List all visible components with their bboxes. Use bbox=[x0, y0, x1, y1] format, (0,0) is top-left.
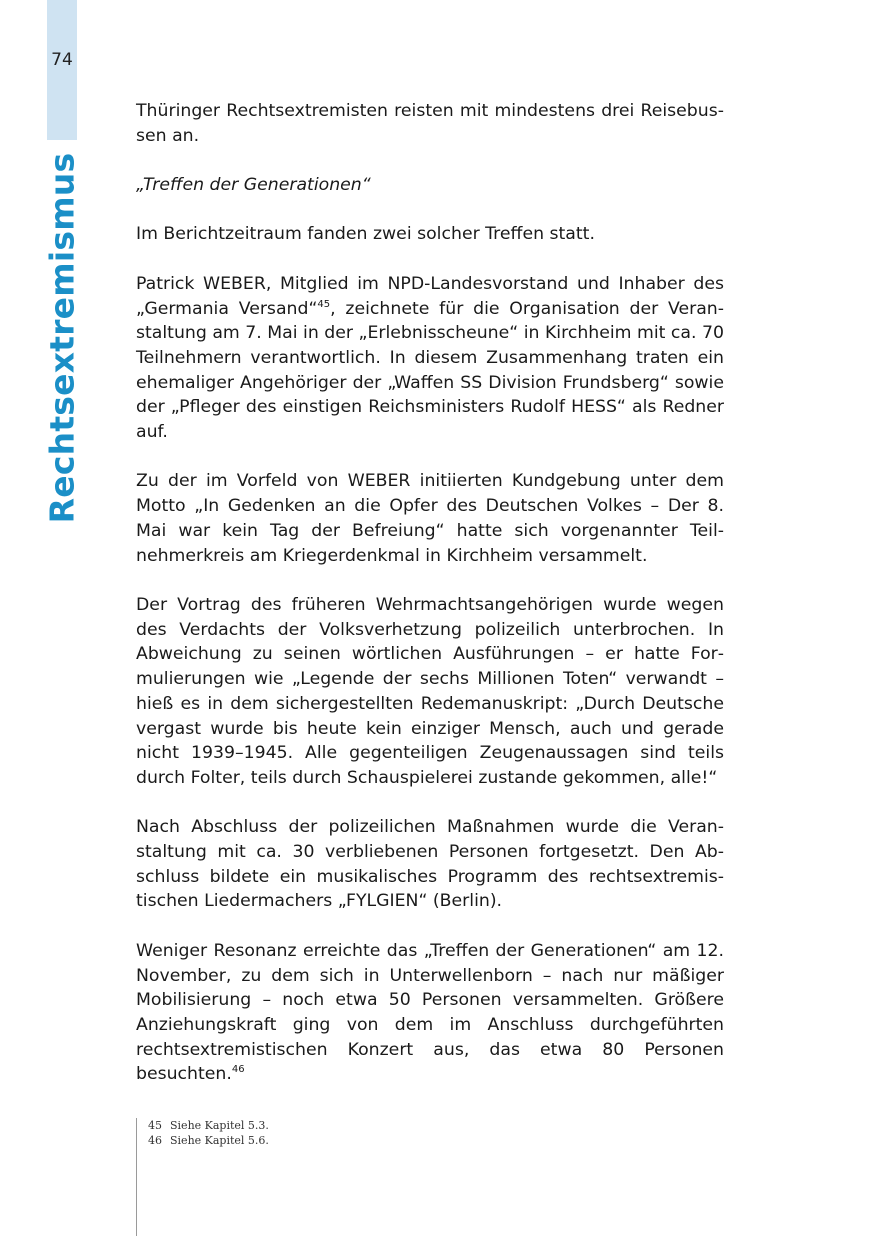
footnote-number: 45 bbox=[148, 1119, 162, 1132]
paragraph bbox=[136, 272, 724, 445]
paragraph-text: Weniger Resonanz erreichte das „Treffen der Generationen“ am 12. November, zu dem sich in Unterwellenborn – nach nur mäßiger Mobilisierung – noch etwa 50 Personen versammelten. Größere Anziehungskraft ging von dem im Anschluss durchgeführten rechtsextremistischen Konzert aus, das etwa 80 Personen besuchten. bbox=[136, 940, 724, 1085]
side-tab bbox=[47, 0, 77, 140]
footnote-text: Siehe Kapitel 5.3. bbox=[170, 1119, 269, 1132]
paragraph-text: , zeichnete für die Organisation der Veranstaltung am 7. Mai in der „Erlebnisscheune“ in Kirchheim mit ca. 70 Teilnehmern verantwortlich. In diesem Zusammenhang traten ein ehemaliger Angehöriger der „Waffen SS Division Frundsberg“ sowie der „Pfleger des einstigen Reichsministers Rudolf HESS“ als Redner auf. bbox=[136, 298, 724, 443]
paragraph: Zu der im Vorfeld von WEBER initiierten Kundgebung unter dem Motto „In Gedenken an die Opfer des Deutschen Volkes – Der 8. Mai war kein Tag der Befreiung“ hatte sich vorgenannter Teilnehmerkreis am Kriegerdenkmal in Kirchheim versammelt. bbox=[136, 471, 724, 566]
page-number: 74 bbox=[51, 50, 73, 70]
footnote-text: Siehe Kapitel 5.6. bbox=[170, 1134, 269, 1147]
footnote bbox=[148, 1118, 269, 1133]
section-title: Rechtsextremismus bbox=[42, 152, 82, 524]
subheading: „Treffen der Generationen“ bbox=[136, 175, 371, 196]
paragraph: Der Vortrag des früheren Wehrmachtsangehörigen wurde wegen des Verdachts der Volksverhetzung polizeilich unterbrochen. In Abweichung zu seinen wörtlichen Ausführungen – er hatte Formulierungen wie „Legende der sechs Millionen Toten“ verwandt – hieß es in dem sichergestellten Redemanuskript: „Durch Deutsche vergast wurde bis heute kein einziger Mensch, auch und gerade nicht 1939–1945. Alle gegenteiligen Zeugenaussagen sind teils durch Folter, teils durch Schauspielerei zustande gekommen, alle!“ bbox=[136, 594, 724, 788]
footnote bbox=[148, 1133, 269, 1148]
footnote-ref[interactable]: 45 bbox=[317, 298, 331, 310]
paragraph-text: Patrick WEBER, Mitglied im NPD-Landesvorstand und Inhaber des „Germania Versand“ bbox=[136, 273, 724, 319]
footnote-divider bbox=[136, 1118, 137, 1236]
paragraph: Im Berichtzeitraum fanden zwei solcher Treffen statt. bbox=[136, 224, 595, 245]
paragraph: Thüringer Rechtsextremisten reisten mit mindestens drei Reisebussen an. bbox=[136, 101, 724, 146]
paragraph: Nach Abschluss der polizeilichen Maßnahmen wurde die Veranstaltung mit ca. 30 verbliebenen Personen fortgesetzt. Den Abschluss bildete ein musikalisches Programm des rechtsextremistischen Liedermachers „FYLGIEN“ (Berlin). bbox=[136, 817, 724, 912]
footnote-ref[interactable]: 46 bbox=[231, 1064, 245, 1076]
main-content bbox=[136, 99, 724, 1112]
paragraph bbox=[136, 939, 724, 1087]
footnote-number: 46 bbox=[148, 1134, 162, 1147]
footnotes bbox=[148, 1118, 269, 1148]
